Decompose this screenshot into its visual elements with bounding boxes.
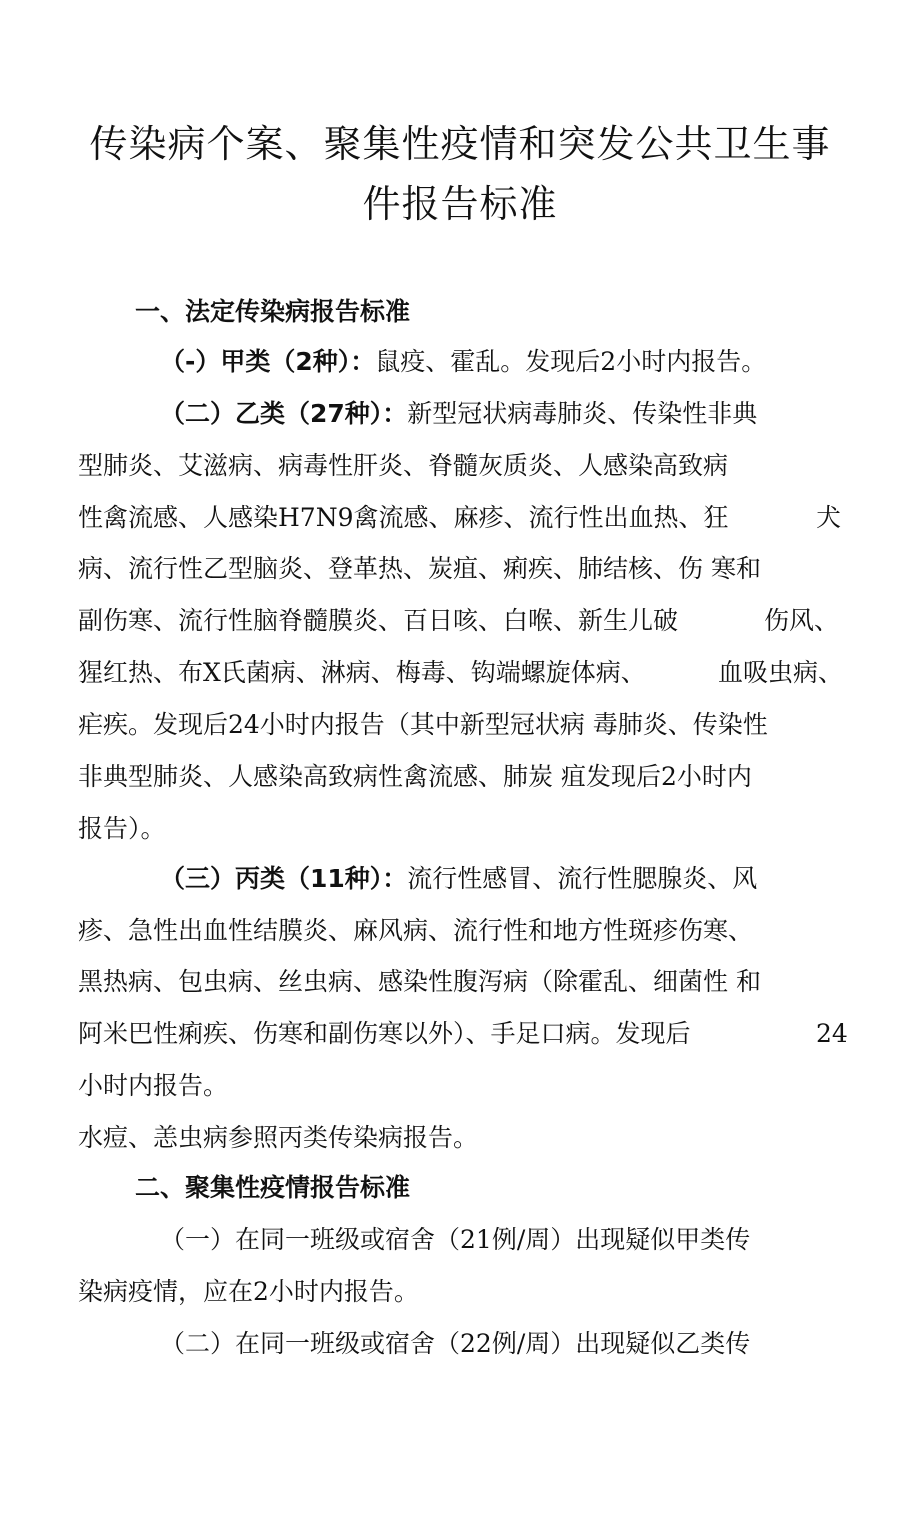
class-c-line-2: 疹、急性出血性结膜炎、麻风病、流行性和地方性斑疹伤寒、 xyxy=(78,916,754,945)
class-b-line-7: 疟疾。发现后24小时内报告（其中新型冠状病 毒肺炎、传染性 xyxy=(78,710,768,739)
class-c-label: （三）丙类（11种）： xyxy=(160,864,408,893)
class-c-line-3: 黑热病、包虫病、丝虫病、感染性腹泻病（除霍乱、细菌性 和 xyxy=(78,967,761,996)
varicella-note: 水痘、恙虫病参照丙类传染病报告。 xyxy=(78,1123,479,1152)
document-title-line-2: 件报告标准 xyxy=(362,182,558,226)
class-b-line-2: 型肺炎、艾滋病、病毒性肝炎、脊髓灰质炎、人感染高致病 xyxy=(78,451,729,480)
class-b-text-5b: 伤风、 xyxy=(764,606,840,635)
class-b-line-6 xyxy=(78,656,920,690)
document-title-line-1: 传染病个案、聚集性疫情和突发公共卫生事 xyxy=(89,122,831,166)
class-b-line-3 xyxy=(78,501,920,535)
class-b-text-6b: 血吸虫病、 xyxy=(718,658,844,687)
section-1-heading: 一、法定传染病报告标准 xyxy=(135,297,411,326)
section-2-heading: 二、聚集性疫情报告标准 xyxy=(135,1173,411,1202)
class-c-line-1 xyxy=(160,862,920,896)
class-c-line-4 xyxy=(78,1017,920,1051)
class-a-text: 鼠疫、霍乱。发现后2小时内报告。 xyxy=(375,347,767,376)
class-b-line-8: 非典型肺炎、人感染高致病性禽流感、肺炭 疽发现后2小时内 xyxy=(78,762,752,791)
section-2-item-1-line-1: （一）在同一班级或宿舍（21例/周）出现疑似甲类传 xyxy=(160,1225,751,1254)
class-b-line-9: 报告）。 xyxy=(78,814,166,843)
class-c-text-4b: 24 xyxy=(816,1019,848,1048)
class-c-line-5: 小时内报告。 xyxy=(78,1071,229,1100)
class-c-text-1: 流行性感冒、流行性腮腺炎、风 xyxy=(407,864,758,893)
class-c-text-4: 阿米巴性痢疾、伤寒和副伤寒以外）、手足口病。发现后 xyxy=(78,1019,691,1048)
section-2-item-1-line-2: 染病疫情，应在2小时内报告。 xyxy=(78,1277,419,1306)
class-b-text-3b: 犬 xyxy=(816,503,842,532)
class-b-text-5: 副伤寒、流行性脑脊髓膜炎、百日咳、白喉、新生儿破 xyxy=(78,606,679,635)
class-b-line-4: 病、流行性乙型脑炎、登革热、炭疽、痢疾、肺结核、伤 寒和 xyxy=(78,554,761,583)
section-2-item-2-line-1: （二）在同一班级或宿舍（22例/周）出现疑似乙类传 xyxy=(160,1329,751,1358)
class-b-label: （二）乙类（27种）： xyxy=(160,399,408,428)
class-a-label: （-）甲类（2种）： xyxy=(160,347,376,376)
class-b-text-3: 性禽流感、人感染H7N9禽流感、麻疹、流行性出血热、狂 xyxy=(78,503,729,532)
class-b-line-5 xyxy=(78,604,920,638)
class-b-text-1: 新型冠状病毒肺炎、传染性非典 xyxy=(407,399,758,428)
class-b-line-1 xyxy=(160,397,920,431)
class-b-text-6: 猩红热、布X氏菌病、淋病、梅毒、钩端螺旋体病、 xyxy=(78,658,646,687)
class-a-paragraph xyxy=(160,345,920,379)
